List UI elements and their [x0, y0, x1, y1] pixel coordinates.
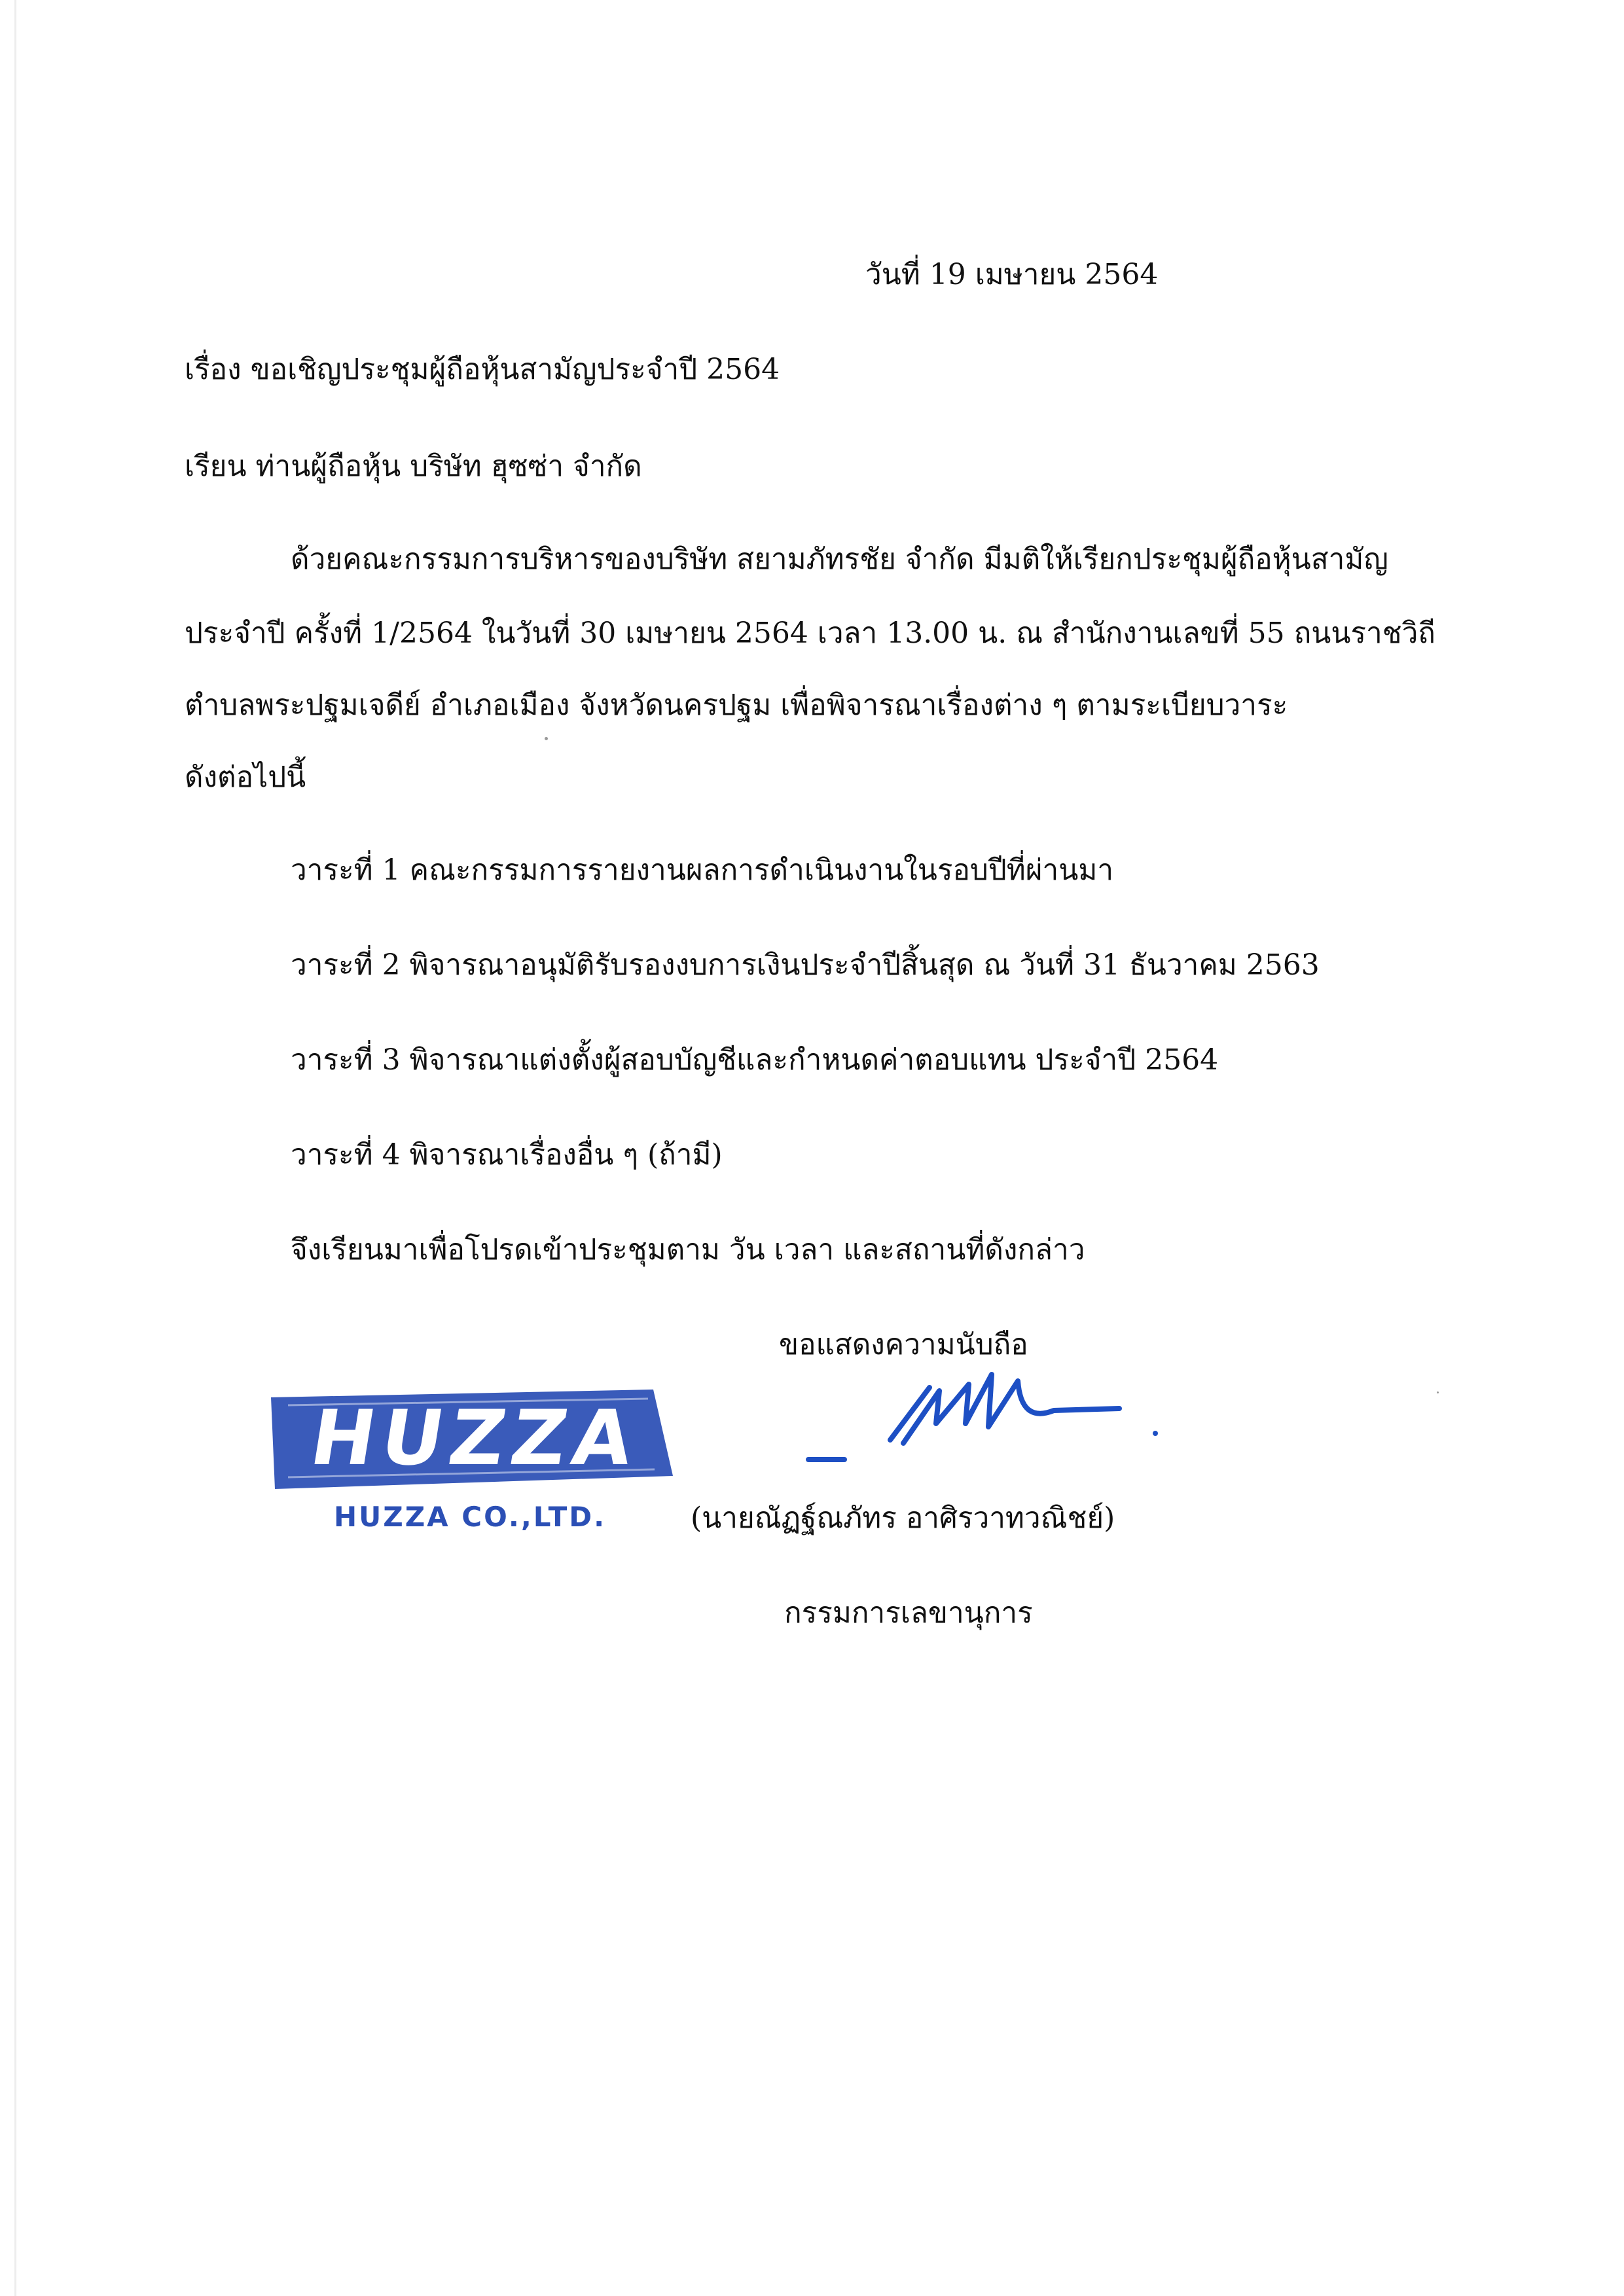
scan-speck: [1437, 1391, 1439, 1393]
stamp-caption: HUZZA CO.,LTD.: [334, 1501, 607, 1533]
scan-speck: [545, 737, 548, 740]
scan-edge-line: [14, 0, 16, 2296]
letter-subject: เรื่อง ขอเชิญประชุมผู้ถือหุ้นสามัญประจำปี 2564: [185, 353, 780, 386]
signatory-name: (นายณัฏฐ์ณภัทร อาศิรวาทวณิชย์): [691, 1501, 1115, 1535]
regards-line: ขอแสดงความนับถือ: [779, 1328, 1028, 1361]
body-line-4: ดังต่อไปนี้: [185, 761, 306, 794]
letter-salutation: เรียน ท่านผู้ถือหุ้น บริษัท ฮุซซ่า จำกัด: [185, 450, 642, 483]
signatory-title: กรรมการเลขานุการ: [784, 1596, 1033, 1630]
agenda-item-2: วาระที่ 2 พิจารณาอนุมัติรับรองงบการเงินประจำปีสิ้นสุด ณ วันที่ 31 ธันวาคม 2563: [291, 948, 1320, 982]
agenda-item-4: วาระที่ 4 พิจารณาเรื่องอื่น ๆ (ถ้ามี): [291, 1138, 723, 1172]
signature-mark: [805, 1361, 1172, 1479]
body-line-2: ประจำปี ครั้งที่ 1/2564 ในวันที่ 30 เมษายน 2564 เวลา 13.00 น. ณ สำนักงานเลขที่ 55 ถนนราชวิถี: [185, 617, 1435, 650]
letter-date: วันที่ 19 เมษายน 2564: [865, 258, 1159, 291]
svg-text:HUZZA: HUZZA: [304, 1393, 646, 1482]
body-line-1: ด้วยคณะกรรมการบริหารของบริษัท สยามภัทรชัย จำกัด มีมติให้เรียกประชุมผู้ถือหุ้นสามัญ: [291, 543, 1388, 576]
agenda-item-1: วาระที่ 1 คณะกรรมการรายงานผลการดำเนินงานในรอบปีที่ผ่านมา: [291, 853, 1114, 887]
closing-line: จึงเรียนมาเพื่อโปรดเข้าประชุมตาม วัน เวลา และสถานที่ดังกล่าว: [291, 1233, 1085, 1266]
agenda-item-3: วาระที่ 3 พิจารณาแต่งตั้งผู้สอบบัญชีและกำหนดค่าตอบแทน ประจำปี 2564: [291, 1043, 1219, 1077]
body-line-3: ตำบลพระปฐมเจดีย์ อำเภอเมือง จังหวัดนครปฐม เพื่อพิจารณาเรื่องต่าง ๆ ตามระเบียบวาระ: [185, 689, 1288, 722]
